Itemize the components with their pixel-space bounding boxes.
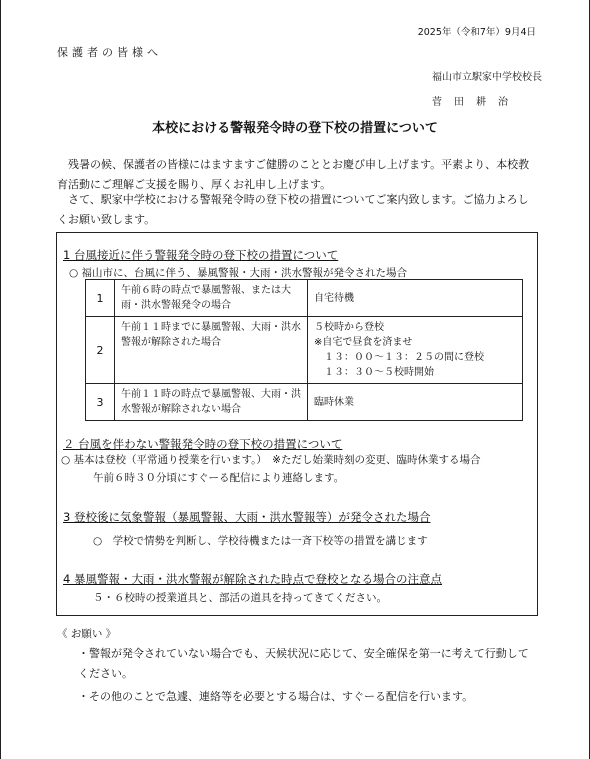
page-left-edge bbox=[0, 0, 1, 759]
measures-box bbox=[56, 232, 538, 616]
section2-heading: ２ 台風を伴わない警報発令時の登下校の措置について bbox=[63, 437, 343, 451]
document-date: 2025年（令和7年）9月4日 bbox=[417, 27, 536, 38]
sender-name: 菅田耕治 bbox=[432, 97, 520, 108]
row-action bbox=[308, 317, 523, 384]
greeting-paragraph: 残暑の候、保護者の皆様にはますますご健勝のこととお慶び申し上げます。平素より、本校教育活動にご理解ご支援を賜り、厚くお礼申し上げます。 bbox=[57, 158, 530, 191]
section3-heading: 3 登校後に気象警報（暴風警報、大雨・洪水警報等）が発令された場合 bbox=[63, 510, 431, 524]
row-condition: 午前１１時の時点で暴風警報、大雨・洪水警報が解除されない場合 bbox=[115, 384, 308, 421]
section4-line1: ５・６校時の授業道具と、部活の道具を持ってきてください。 bbox=[93, 592, 387, 604]
typhoon-measures-table bbox=[85, 279, 523, 421]
table-row bbox=[86, 384, 523, 421]
sender-block bbox=[432, 68, 542, 118]
table-row bbox=[86, 280, 523, 317]
row-number: 1 bbox=[86, 280, 115, 317]
row-condition: 午前１１時までに暴風警報、大雨・洪水警報が解除された場合 bbox=[115, 317, 308, 384]
row-action-line: 臨時休業 bbox=[314, 396, 354, 408]
row-action bbox=[308, 384, 523, 421]
row-action-line: ５校時から登校 bbox=[314, 322, 384, 333]
row-condition: 午前６時の時点で暴風警報、または大雨・洪水警報発令の場合 bbox=[115, 280, 308, 317]
row-action-line: 自宅待機 bbox=[314, 292, 354, 304]
intro-paragraph: さて、駅家中学校における警報発令時の登下校の措置についてご案内致します。ご協力よろしくお願い致します。 bbox=[57, 193, 529, 226]
section3-line1: ○ 学校で情勢を判断し、学校待機または一斉下校等の措置を講じます bbox=[93, 535, 428, 547]
document-title: 本校における警報発令時の登下校の措置について bbox=[152, 121, 438, 136]
row-number: 3 bbox=[86, 384, 115, 421]
table-row bbox=[86, 317, 523, 384]
row-number: 2 bbox=[86, 317, 115, 384]
row-action-line: １３：３０～５校時開始 bbox=[314, 367, 434, 378]
section2-line1: ○ 基本は登校（平常通り授業を行います。） ※ただし始業時刻の変更、臨時休業する場合 bbox=[61, 454, 481, 466]
request-heading: 《 お願い 》 bbox=[57, 628, 117, 640]
row-action bbox=[308, 280, 523, 317]
request-item-2: ・その他のことで急遽、連絡等を必要とする場合は、すぐーる配信を行います。 bbox=[78, 690, 474, 703]
section1-heading: 1 台風接近に伴う警報発令時の登下校の措置について bbox=[63, 248, 339, 262]
section4-heading: 4 暴風警報・大雨・洪水警報が解除された時点で登校となる場合の注意点 bbox=[63, 572, 442, 586]
section1-note: ○ 福山市に、台風に伴う、暴風警報・大雨・洪水警報が発令された場合 bbox=[69, 267, 407, 279]
row-action-line: １３：００～１３：２５の間に登校 bbox=[314, 352, 484, 363]
addressee: 保護者の皆様へ bbox=[57, 46, 162, 59]
request-item-1: ・警報が発令されていない場合でも、天候状況に応じて、安全確保を第一に考えて行動してください。 bbox=[78, 647, 529, 680]
sender-school: 福山市立駅家中学校校長 bbox=[432, 72, 542, 83]
row-action-line: ※自宅で昼食を済ませ bbox=[314, 337, 413, 348]
section2-line2: 午前６時３０分頃にすぐーる配信により連絡します。 bbox=[93, 472, 345, 484]
